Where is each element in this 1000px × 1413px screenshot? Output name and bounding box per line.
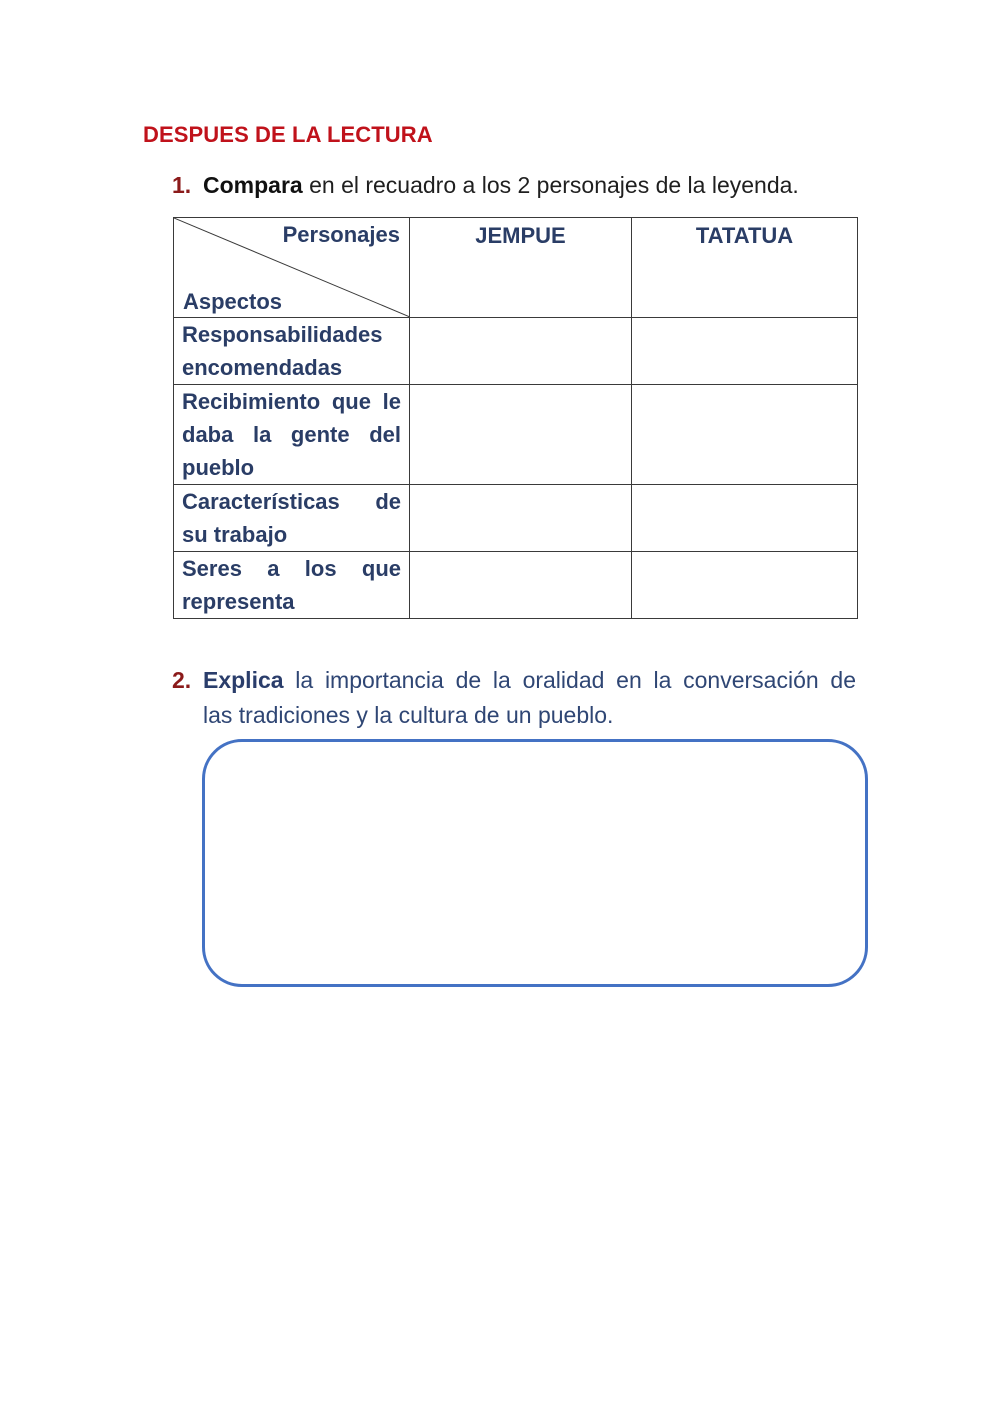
question-2-text-line-1: la importancia de la oralidad en la conversación de xyxy=(283,667,856,693)
answer-cell-tatatua[interactable] xyxy=(632,385,858,485)
column-header-tatatua: TATATUA xyxy=(632,218,858,318)
answer-cell-jempue[interactable] xyxy=(410,485,632,552)
answer-box[interactable] xyxy=(202,739,868,987)
answer-cell-jempue[interactable] xyxy=(410,318,632,385)
answer-cell-tatatua[interactable] xyxy=(632,552,858,619)
question-2-line-1 xyxy=(172,663,856,698)
table-row xyxy=(174,385,858,485)
question-2-verb: Explica xyxy=(203,667,284,693)
aspect-cell: Seres a los que representa xyxy=(174,552,410,619)
aspect-cell: Responsabilidades encomendadas xyxy=(174,318,410,385)
diagonal-label-aspectos: Aspectos xyxy=(183,289,283,314)
question-2-number: 2. xyxy=(172,667,192,693)
question-1-number: 1. xyxy=(172,172,192,198)
aspect-cell: Recibimiento que le daba la gente del pueblo xyxy=(174,385,410,485)
table-header-row xyxy=(174,218,858,318)
table-row xyxy=(174,485,858,552)
column-header-jempue: JEMPUE xyxy=(410,218,632,318)
answer-cell-tatatua[interactable] xyxy=(632,318,858,385)
answer-cell-jempue[interactable] xyxy=(410,552,632,619)
answer-cell-jempue[interactable] xyxy=(410,385,632,485)
question-1-text: en el recuadro a los 2 personajes de la leyenda. xyxy=(302,172,799,198)
table-row xyxy=(174,318,858,385)
aspect-cell: Características de su trabajo xyxy=(174,485,410,552)
answer-cell-tatatua[interactable] xyxy=(632,485,858,552)
question-1-verb: Compara xyxy=(203,172,303,198)
diagonal-header-cell xyxy=(174,218,410,318)
question-2-text-line-2: las tradiciones y la cultura de un pueblo. xyxy=(203,702,614,728)
table-row xyxy=(174,552,858,619)
comparison-table xyxy=(173,217,858,619)
question-1 xyxy=(172,168,799,203)
section-title: DESPUES DE LA LECTURA xyxy=(143,122,433,147)
diagonal-label-personajes: Personajes xyxy=(282,222,400,247)
question-2 xyxy=(172,663,856,733)
